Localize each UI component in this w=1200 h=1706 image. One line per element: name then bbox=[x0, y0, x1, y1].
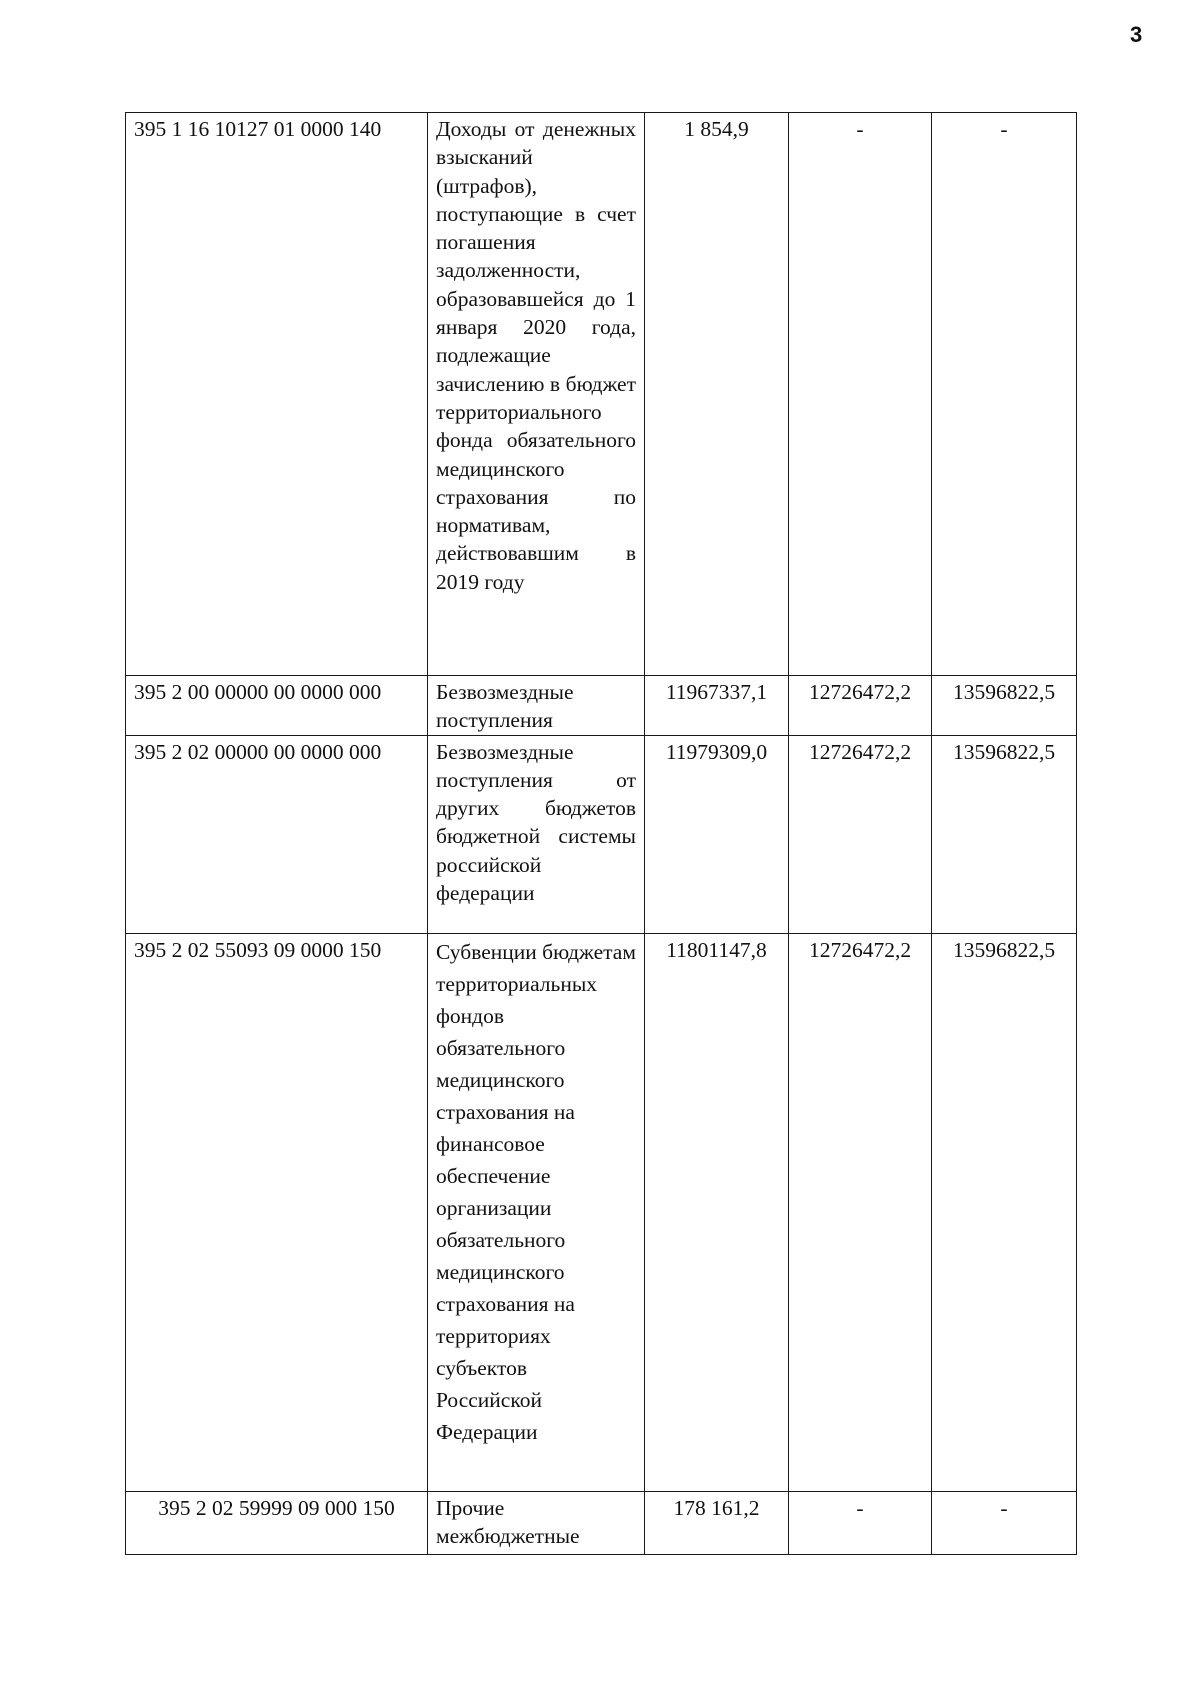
value-cell-year-2: 12726472,2 bbox=[789, 933, 932, 1491]
table-row bbox=[126, 676, 1077, 736]
budget-code-cell: 395 2 02 59999 09 000 150 bbox=[126, 1491, 428, 1554]
value-cell-year-2: - bbox=[789, 1491, 932, 1554]
budget-code-cell: 395 2 00 00000 00 0000 000 bbox=[126, 676, 428, 736]
description-cell: Прочие межбюджетные bbox=[428, 1491, 645, 1554]
value-cell-year-2: 12726472,2 bbox=[789, 676, 932, 736]
description-cell: Безвозмездные поступления bbox=[428, 676, 645, 736]
table-row bbox=[126, 933, 1077, 1491]
value-cell-year-1: 11801147,8 bbox=[645, 933, 789, 1491]
value-cell-year-3: 13596822,5 bbox=[932, 676, 1077, 736]
value-cell-year-3: - bbox=[932, 113, 1077, 676]
description-cell: Доходы от денежных взысканий (штрафов), поступающие в счет погашения задолженности, образовавшейся до 1 января 2020 года, подлежащие зачислению в бюджет территориального фонда обязательного медицинского страхования по нормативам, действовавшим в 2019 году bbox=[428, 113, 645, 676]
budget-code-cell: 395 1 16 10127 01 0000 140 bbox=[126, 113, 428, 676]
description-cell: Безвозмездные поступления от других бюджетов бюджетной системы российской федерации bbox=[428, 735, 645, 933]
value-cell-year-2: - bbox=[789, 113, 932, 676]
table-row bbox=[126, 1491, 1077, 1554]
value-cell-year-3: 13596822,5 bbox=[932, 735, 1077, 933]
value-cell-year-1: 1 854,9 bbox=[645, 113, 789, 676]
table-row bbox=[126, 735, 1077, 933]
budget-code-cell: 395 2 02 00000 00 0000 000 bbox=[126, 735, 428, 933]
value-cell-year-1: 178 161,2 bbox=[645, 1491, 789, 1554]
value-cell-year-3: - bbox=[932, 1491, 1077, 1554]
value-cell-year-1: 11979309,0 bbox=[645, 735, 789, 933]
value-cell-year-3: 13596822,5 bbox=[932, 933, 1077, 1491]
table-row bbox=[126, 113, 1077, 676]
page-number: 3 bbox=[1130, 22, 1143, 47]
description-cell: Субвенции бюджетам территориальных фондов обязательного медицинского страхования на финансовое обеспечение организации обязательного медицинского страхования на территориях субъектов Российской Федерации bbox=[428, 933, 645, 1491]
value-cell-year-2: 12726472,2 bbox=[789, 735, 932, 933]
budget-revenue-table bbox=[125, 112, 1077, 1555]
value-cell-year-1: 11967337,1 bbox=[645, 676, 789, 736]
budget-code-cell: 395 2 02 55093 09 0000 150 bbox=[126, 933, 428, 1491]
